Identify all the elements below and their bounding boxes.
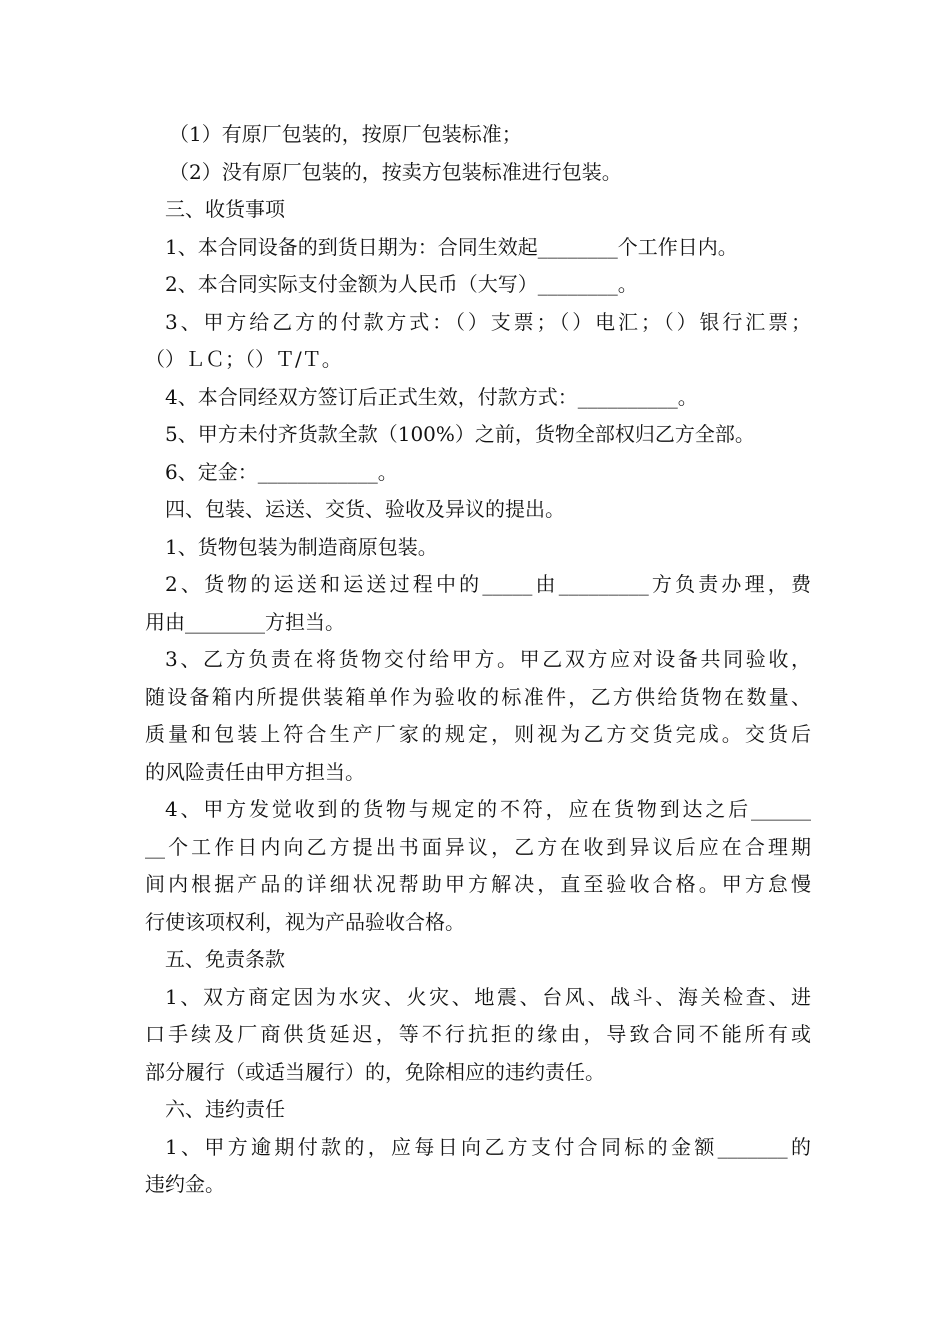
text-line: 3、甲方给乙方的付款方式：（）支票；（）电汇；（）银行汇票； [165, 309, 811, 334]
text-line: 1、甲方逾期付款的，应每日向乙方支付合同标的金额_______的 [165, 1134, 811, 1159]
text-line: 行使该项权利，视为产品验收合格。 [145, 909, 465, 934]
text-line: 5、甲方未付齐货款全款（100%）之前，货物全部权归乙方全部。 [165, 422, 755, 446]
text-line: 4、本合同经双方签订后正式生效，付款方式：__________。 [165, 384, 698, 409]
text-line: 1、双方商定因为水灾、火灾、地震、台风、战斗、海关检查、进 [165, 984, 811, 1009]
text-line: （1）有原厂包装的，按原厂包装标准； [169, 122, 522, 146]
text-line: 质量和包装上符合生产厂家的规定，则视为乙方交货完成。交货后 [145, 722, 811, 746]
text-line: （2）没有原厂包装的，按卖方包装标准进行包装。 [169, 159, 622, 184]
text-line: 4、甲方发觉收到的货物与规定的不符，应在货物到达之后______ [165, 797, 811, 821]
text-line: 间内根据产品的详细状况帮助甲方解决，直至验收合格。甲方怠慢 [145, 872, 811, 896]
text-line: 口手续及厂商供货延迟，等不行抗拒的缘由，导致合同不能所有或 [145, 1022, 811, 1046]
text-line: 四、包装、运送、交货、验收及异议的提出。 [165, 497, 565, 521]
text-line: 1、货物包装为制造商原包装。 [165, 534, 438, 559]
text-line: 六、违约责任 [165, 1097, 285, 1121]
text-line: 2、本合同实际支付金额为人民币（大写）________。 [165, 272, 638, 296]
text-line: __个工作日内向乙方提出书面异议，乙方在收到异议后应在合理期 [145, 834, 811, 859]
text-line: 部分履行（或适当履行）的，免除相应的违约责任。 [145, 1059, 605, 1084]
text-line: 的风险责任由甲方担当。 [145, 759, 365, 784]
text-line: 用由________方担当。 [145, 609, 345, 634]
text-line: 随设备箱内所提供装箱单作为验收的标准件，乙方供给货物在数量、 [145, 684, 811, 709]
text-line: 三、收货事项 [165, 197, 285, 221]
text-line: 违约金。 [145, 1172, 225, 1196]
text-line: 3、乙方负责在将货物交付给甲方。甲乙双方应对设备共同验收， [165, 647, 811, 671]
text-line: 6、定金：____________。 [165, 459, 398, 484]
text-line: 2、货物的运送和运送过程中的_____由_________方负责办理，费 [165, 572, 811, 596]
text-line: （）ＬＣ；（）Ｔ/Ｔ。 [145, 347, 342, 371]
text-line: 五、免责条款 [165, 947, 285, 971]
contract-text-body [145, 116, 811, 1204]
text-line: 1、本合同设备的到货日期为：合同生效起________个工作日内。 [165, 234, 738, 259]
